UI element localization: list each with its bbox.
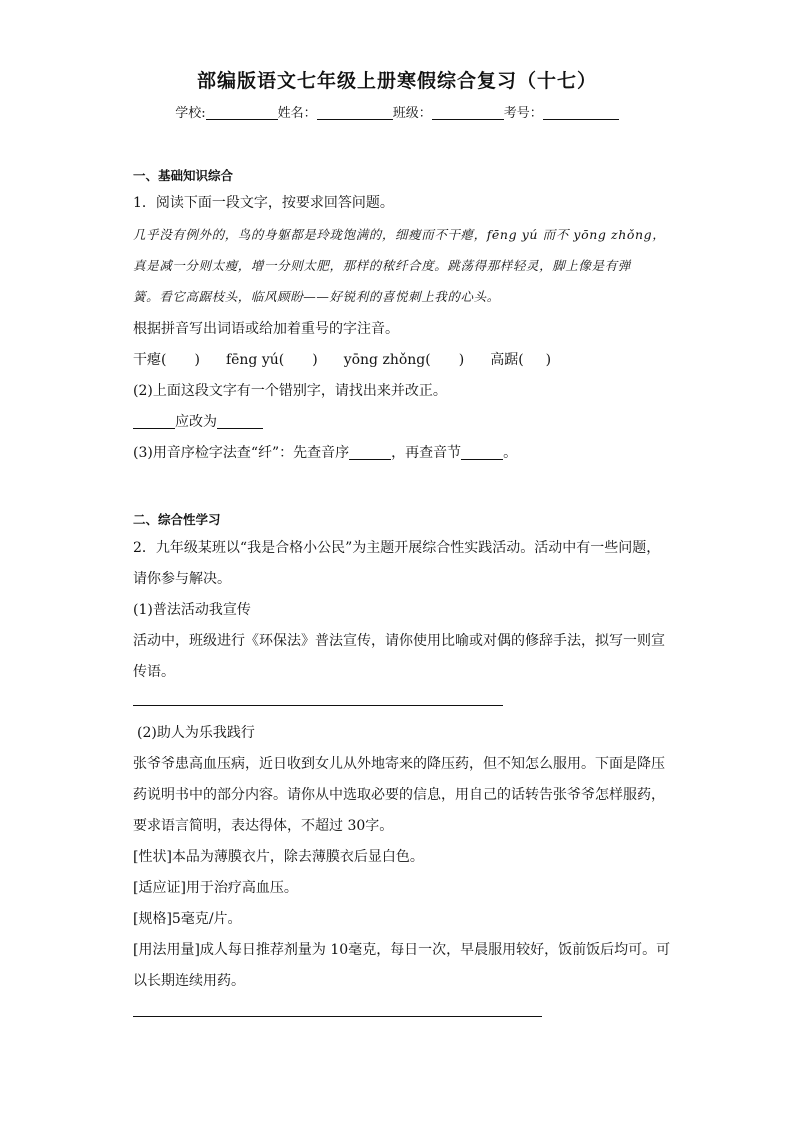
- pinyin-item-2: fēng yú(: [225, 352, 285, 368]
- student-info-row: [0, 102, 794, 121]
- passage-line-3: 簧。看它高踞枝头，临风顾盼——好锐利的喜悦刺上我的心头。: [133, 289, 500, 304]
- pinyin-item-1: 干瘪(: [133, 352, 167, 368]
- pinyin-item-3: yōng zhǒng(: [343, 352, 431, 368]
- question1-prompt: 1．阅读下面一段文字，按要求回答问题。: [133, 195, 394, 211]
- sub3-text-a: (3)用音序检字法查“纤”：先查音序: [133, 445, 350, 461]
- part2-line-1: 张爷爷患高血压病，近日收到女儿从外地寄来的降压药，但不知怎么服用。下面是降压: [133, 756, 665, 772]
- part2-title: (2)助人为乐我践行: [137, 725, 255, 741]
- passage-line-2: 真是减一分则太瘦，增一分则太肥，那样的秾纤合度。跳荡得那样轻灵，脚上像是有弹: [133, 258, 631, 273]
- pinyin-blanks-row: [133, 349, 551, 369]
- paren-close: ): [312, 352, 318, 368]
- name-label: 姓名：: [277, 106, 317, 121]
- sub3-text-b: ，再查音节: [391, 445, 462, 461]
- section1-heading: 一、基础知识综合: [133, 168, 234, 183]
- answer-line-2[interactable]: [133, 1016, 542, 1017]
- exam-no-blank[interactable]: [543, 105, 619, 120]
- part2-line-2: 药说明书中的部分内容。请你从中选取必要的信息，用自己的话转告张爷爷怎样服药，: [133, 787, 665, 803]
- answer-line-1[interactable]: [133, 705, 503, 706]
- paren-close: ): [194, 352, 200, 368]
- drug-dosage-line-2: 以长期连续用药。: [133, 973, 245, 989]
- school-label: 学校:: [175, 106, 206, 121]
- correct-label: 应改为: [175, 414, 217, 430]
- name-blank[interactable]: [317, 105, 393, 120]
- syllable-blank[interactable]: [461, 445, 503, 460]
- drug-spec: [规格]5毫克/片。: [133, 911, 242, 927]
- correct-char-blank[interactable]: [217, 414, 263, 429]
- part1-line-1: 活动中，班级进行《环保法》普法宣传，请你使用比喻或对偶的修辞手法，拟写一则宣: [133, 633, 665, 649]
- part2-line-3: 要求语言简明，表达得体，不超过 30字。: [133, 818, 394, 834]
- sub-question-3: [133, 442, 517, 462]
- exam-no-label: 考号：: [503, 106, 543, 121]
- pinyin-item-4: 高踞(: [490, 352, 524, 368]
- class-blank[interactable]: [432, 105, 504, 120]
- correction-row: [133, 411, 263, 431]
- question2-line-2: 请你参与解决。: [133, 571, 231, 587]
- passage-line-1: 几乎没有例外的，鸟的身躯都是玲珑饱满的，细瘦而不干瘪，fēng yú 而不 yōng zhǒng，: [133, 227, 666, 242]
- initial-blank[interactable]: [349, 445, 391, 460]
- school-blank[interactable]: [206, 105, 278, 120]
- drug-indication: [适应证]用于治疗高血压。: [133, 880, 298, 896]
- class-label: 班级：: [392, 106, 432, 121]
- paren-close: ): [545, 352, 552, 368]
- paren-close: ): [458, 352, 465, 368]
- wrong-char-blank[interactable]: [133, 414, 175, 429]
- page-title: 部编版语文七年级上册寒假综合复习（十七）: [196, 70, 597, 92]
- sub3-text-c: 。: [503, 445, 518, 461]
- section2-heading: 二、综合性学习: [133, 512, 221, 527]
- part1-line-2: 传语。: [133, 664, 175, 680]
- drug-dosage-line-1: [用法用量]成人每日推荐剂量为 10毫克，每日一次，早晨服用较好，饭前饭后均可。可: [133, 942, 671, 958]
- drug-property: [性状]本品为薄膜衣片，除去薄膜衣后显白色。: [133, 849, 424, 865]
- sub-question-2: (2)上面这段文字有一个错别字，请找出来并改正。: [133, 383, 447, 399]
- part1-title: (1)普法活动我宣传: [133, 602, 251, 618]
- sub-question-1: 根据拼音写出词语或给加着重号的字注音。: [133, 321, 399, 337]
- question2-line-1: 2．九年级某班以“我是合格小公民”为主题开展综合性实践活动。活动中有一些问题，: [133, 540, 661, 556]
